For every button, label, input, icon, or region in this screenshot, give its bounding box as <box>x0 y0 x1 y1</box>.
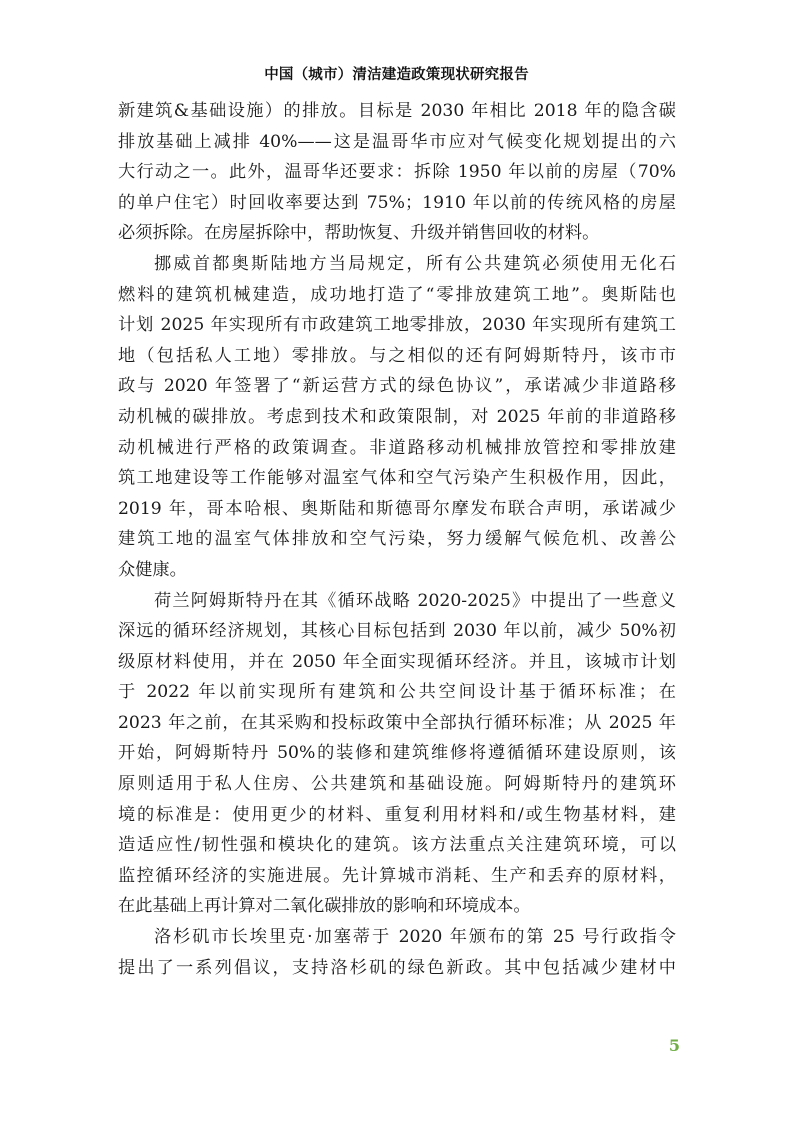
text-line: 开始，阿姆斯特丹 50%的装修和建筑维修将遵循循环建设原则，该 <box>118 743 676 764</box>
text-line: 2023 年之前，在其采购和投标政策中全部执行循环标准；从 2025 年 <box>118 712 676 733</box>
text-line: 境的标准是：使用更少的材料、重复利用材料和/或生物基材料，建 <box>118 804 676 825</box>
text-line: 提出了一系列倡议，支持洛杉矶的绿色新政。其中包括减少建材中 <box>118 957 676 978</box>
text-line: 级原材料使用，并在 2050 年全面实现循环经济。并且，该城市计划 <box>118 651 676 672</box>
text-line: 政与 2020 年签署了“新运营方式的绿色协议”，承诺减少非道路移 <box>118 376 676 397</box>
text-line: 动机械的碳排放。考虑到技术和政策限制，对 2025 年前的非道路移 <box>118 406 676 427</box>
text-line: 排放基础上减排 40%——这是温哥华市应对气候变化规划提出的六 <box>118 131 676 152</box>
text-line: 的单户住宅）时回收率要达到 75%；1910 年以前的传统风格的房屋 <box>118 192 676 213</box>
body-text <box>118 96 676 983</box>
text-line: 必须拆除。在房屋拆除中，帮助恢复、升级并销售回收的材料。 <box>118 223 600 244</box>
text-line: 筑工地建设等工作能够对温室气体和空气污染产生积极作用，因此， <box>118 468 676 489</box>
text-line: 动机械进行严格的政策调查。非道路移动机械排放管控和零排放建 <box>118 437 676 458</box>
text-line: 燃料的建筑机械建造，成功地打造了“零排放建筑工地”。奥斯陆也 <box>118 284 676 305</box>
paragraph-los-angeles <box>118 922 676 983</box>
text-line: 挪威首都奥斯陆地方当局规定，所有公共建筑必须使用无化石 <box>154 253 676 274</box>
text-line: 建筑工地的温室气体排放和空气污染，努力缓解气候危机、改善公 <box>118 529 676 550</box>
text-line: 地（包括私人工地）零排放。与之相似的还有阿姆斯特丹，该市市 <box>118 345 676 366</box>
text-line: 监控循环经济的实施进展。先计算城市消耗、生产和丢弃的原材料， <box>118 865 676 886</box>
text-line: 深远的循环经济规划，其核心目标包括到 2030 年以前，减少 50%初 <box>118 621 676 642</box>
text-line: 于 2022 年以前实现所有建筑和公共空间设计基于循环标准；在 <box>118 682 676 703</box>
text-line: 造适应性/韧性强和模块化的建筑。该方法重点关注建筑环境，可以 <box>118 835 676 856</box>
text-line: 2019 年，哥本哈根、奥斯陆和斯德哥尔摩发布联合声明，承诺减少 <box>118 498 676 519</box>
paragraph-amsterdam <box>118 586 676 923</box>
page-number: 5 <box>668 1036 680 1055</box>
text-line: 荷兰阿姆斯特丹在其《循环战略 2020-2025》中提出了一些意义 <box>154 590 676 611</box>
running-header: 中国（城市）清洁建造政策现状研究报告 <box>264 67 529 83</box>
text-line: 新建筑&基础设施）的排放。目标是 2030 年相比 2018 年的隐含碳 <box>118 101 676 121</box>
paragraph-oslo <box>118 249 676 586</box>
text-line: 在此基础上再计算对二氧化碳排放的影响和环境成本。 <box>118 896 531 917</box>
text-line: 计划 2025 年实现所有市政建筑工地零排放，2030 年实现所有建筑工 <box>118 315 676 336</box>
text-line: 众健康。 <box>118 559 187 580</box>
text-line: 大行动之一。此外，温哥华还要求：拆除 1950 年以前的房屋（70% <box>118 162 676 183</box>
text-line: 洛杉矶市长埃里克·加塞蒂于 2020 年颁布的第 25 号行政指令 <box>154 927 676 948</box>
paragraph-vancouver <box>118 96 676 249</box>
text-line: 原则适用于私人住房、公共建筑和基础设施。阿姆斯特丹的建筑环 <box>118 774 676 795</box>
